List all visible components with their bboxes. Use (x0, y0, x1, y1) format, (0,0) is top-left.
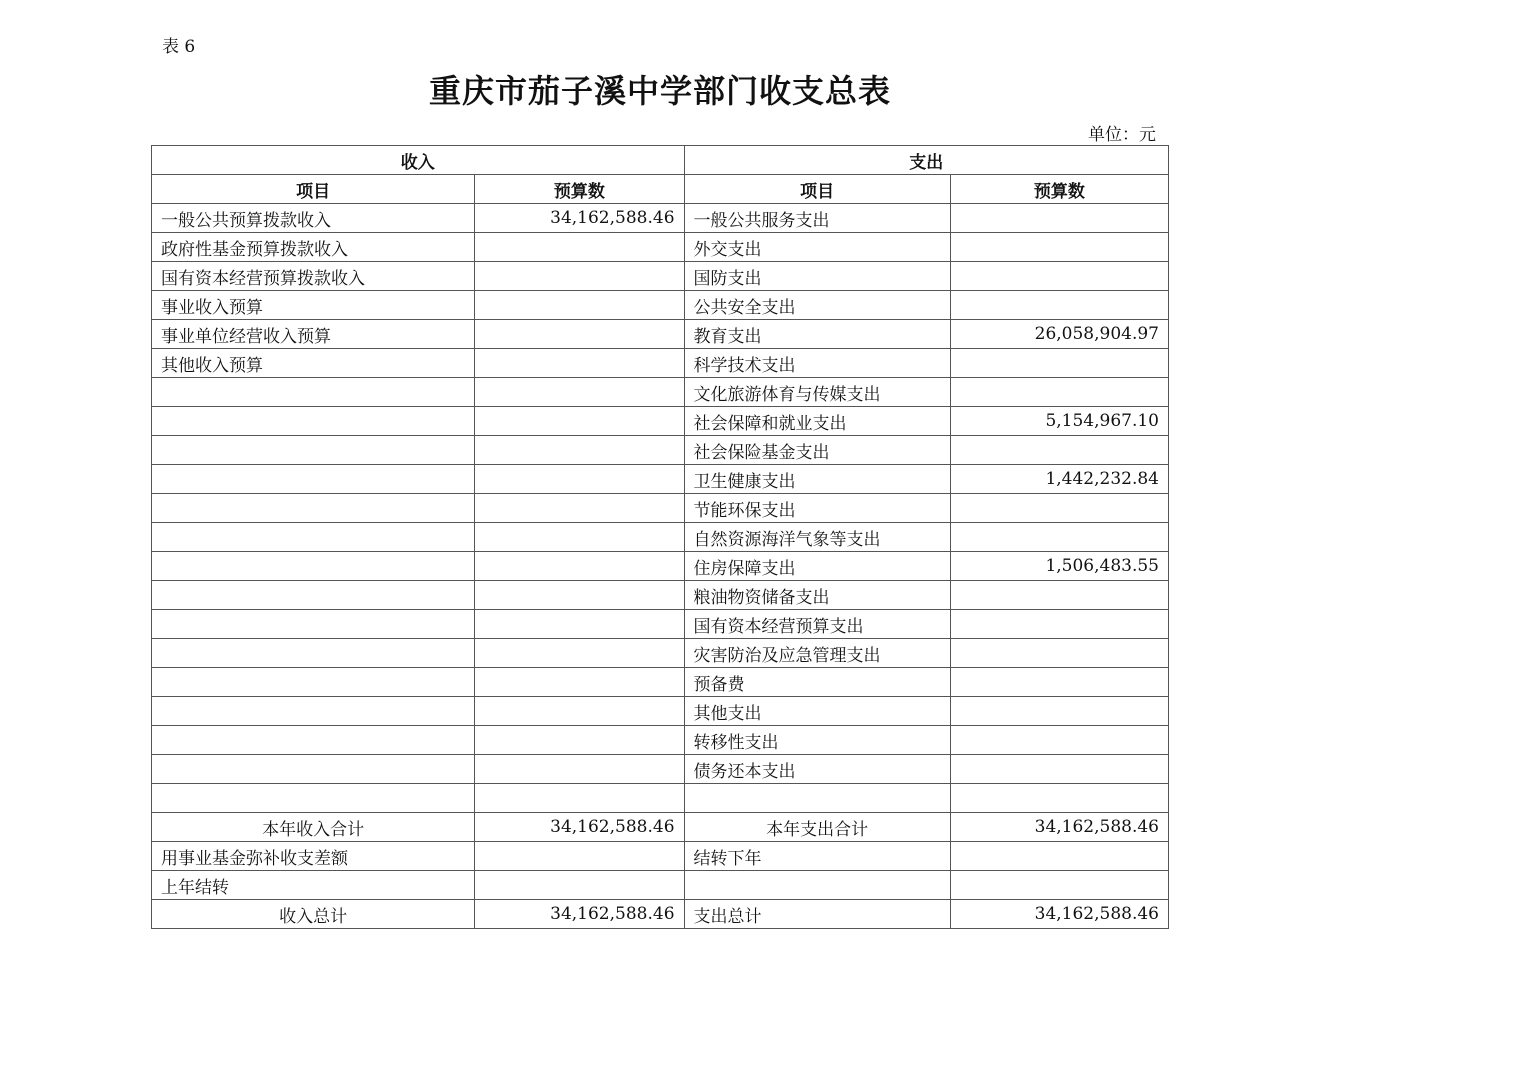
expense-value-cell (950, 784, 1168, 813)
income-item-cell (152, 784, 475, 813)
expense-item-cell: 教育支出 (684, 320, 950, 349)
income-value-cell (475, 320, 684, 349)
income-value-cell (475, 291, 684, 320)
income-item-cell (152, 610, 475, 639)
expense-item-cell: 科学技术支出 (684, 349, 950, 378)
income-section-header: 收入 (152, 146, 685, 175)
income-value-cell (475, 726, 684, 755)
income-item-cell (152, 581, 475, 610)
expense-value-cell (950, 581, 1168, 610)
expense-grand-total-value: 34,162,588.46 (950, 900, 1168, 929)
expense-year-total-value: 34,162,588.46 (950, 813, 1168, 842)
expense-value-cell (950, 871, 1168, 900)
expense-value-cell (950, 349, 1168, 378)
summary-rows (152, 813, 1169, 929)
income-value-cell (475, 465, 684, 494)
income-item-cell (152, 523, 475, 552)
expense-value-cell: 1,506,483.55 (950, 552, 1168, 581)
expense-item-cell: 住房保障支出 (684, 552, 950, 581)
income-value-cell (475, 871, 684, 900)
expense-item-cell: 自然资源海洋气象等支出 (684, 523, 950, 552)
expense-item-cell: 其他支出 (684, 697, 950, 726)
expense-value-cell (950, 639, 1168, 668)
expense-budget-header: 预算数 (950, 175, 1168, 204)
table-row (152, 320, 1169, 349)
expense-item-cell: 社会保险基金支出 (684, 436, 950, 465)
income-value-cell (475, 784, 684, 813)
expense-item-cell: 预备费 (684, 668, 950, 697)
expense-value-cell (950, 726, 1168, 755)
table-row (152, 436, 1169, 465)
income-value-cell: 34,162,588.46 (475, 204, 684, 233)
expense-value-cell (950, 233, 1168, 262)
income-value-cell (475, 755, 684, 784)
expense-item-cell: 国防支出 (684, 262, 950, 291)
expense-item-cell: 卫生健康支出 (684, 465, 950, 494)
expense-item-cell: 文化旅游体育与传媒支出 (684, 378, 950, 407)
expense-value-cell (950, 436, 1168, 465)
table-row (152, 581, 1169, 610)
table-row (152, 407, 1169, 436)
table-number-label: 表 6 (162, 37, 196, 57)
table-row (152, 233, 1169, 262)
income-value-cell (475, 552, 684, 581)
expense-item-cell: 公共安全支出 (684, 291, 950, 320)
income-item-cell (152, 697, 475, 726)
income-item-cell: 上年结转 (152, 871, 475, 900)
expense-value-cell: 26,058,904.97 (950, 320, 1168, 349)
expense-value-cell (950, 697, 1168, 726)
expense-item-cell: 节能环保支出 (684, 494, 950, 523)
income-item-header: 项目 (152, 175, 475, 204)
income-value-cell (475, 842, 684, 871)
expense-value-cell (950, 262, 1168, 291)
table-row (152, 610, 1169, 639)
grand-total-row (152, 900, 1169, 929)
income-year-total-value: 34,162,588.46 (475, 813, 684, 842)
income-item-cell (152, 465, 475, 494)
expense-item-cell: 灾害防治及应急管理支出 (684, 639, 950, 668)
income-item-cell (152, 494, 475, 523)
expense-item-cell: 结转下年 (684, 842, 950, 871)
income-value-cell (475, 407, 684, 436)
table-row (152, 262, 1169, 291)
expense-year-total-label: 本年支出合计 (684, 813, 950, 842)
income-item-cell: 用事业基金弥补收支差额 (152, 842, 475, 871)
detail-rows (152, 204, 1169, 813)
table-row (152, 639, 1169, 668)
table-row (152, 523, 1169, 552)
expense-item-cell: 一般公共服务支出 (684, 204, 950, 233)
expense-item-cell: 国有资本经营预算支出 (684, 610, 950, 639)
table-row (152, 291, 1169, 320)
income-value-cell (475, 378, 684, 407)
expense-value-cell (950, 494, 1168, 523)
expense-value-cell (950, 523, 1168, 552)
income-year-total-label: 本年收入合计 (152, 813, 475, 842)
table-row (152, 494, 1169, 523)
income-value-cell (475, 494, 684, 523)
column-header-row (152, 175, 1169, 204)
page-title: 重庆市茄子溪中学部门收支总表 (428, 72, 891, 110)
income-item-cell: 其他收入预算 (152, 349, 475, 378)
income-item-cell (152, 668, 475, 697)
adjust-row (152, 871, 1169, 900)
expense-item-cell: 债务还本支出 (684, 755, 950, 784)
adjust-row (152, 842, 1169, 871)
income-item-cell (152, 378, 475, 407)
table-row (152, 349, 1169, 378)
income-item-cell: 国有资本经营预算拨款收入 (152, 262, 475, 291)
table-row (152, 552, 1169, 581)
income-value-cell (475, 349, 684, 378)
expense-value-cell (950, 378, 1168, 407)
expense-item-cell: 粮油物资储备支出 (684, 581, 950, 610)
expense-item-cell: 转移性支出 (684, 726, 950, 755)
income-value-cell (475, 233, 684, 262)
expense-item-cell: 社会保障和就业支出 (684, 407, 950, 436)
income-grand-total-value: 34,162,588.46 (475, 900, 684, 929)
income-item-cell (152, 407, 475, 436)
table-row (152, 697, 1169, 726)
expense-value-cell: 5,154,967.10 (950, 407, 1168, 436)
income-item-cell (152, 436, 475, 465)
income-value-cell (475, 262, 684, 291)
expense-value-cell (950, 610, 1168, 639)
table-row (152, 726, 1169, 755)
income-value-cell (475, 581, 684, 610)
expense-item-cell: 外交支出 (684, 233, 950, 262)
income-item-cell: 事业收入预算 (152, 291, 475, 320)
income-value-cell (475, 610, 684, 639)
income-value-cell (475, 523, 684, 552)
table-row (152, 755, 1169, 784)
budget-summary-table (151, 145, 1169, 929)
income-value-cell (475, 639, 684, 668)
income-item-cell: 一般公共预算拨款收入 (152, 204, 475, 233)
income-budget-header: 预算数 (475, 175, 684, 204)
expense-value-cell (950, 668, 1168, 697)
income-value-cell (475, 697, 684, 726)
table-row (152, 784, 1169, 813)
section-header-row (152, 146, 1169, 175)
table-row (152, 378, 1169, 407)
expense-value-cell (950, 755, 1168, 784)
expense-item-cell (684, 871, 950, 900)
income-item-cell: 事业单位经营收入预算 (152, 320, 475, 349)
table-row (152, 465, 1169, 494)
table-row (152, 668, 1169, 697)
table-row (152, 204, 1169, 233)
income-item-cell (152, 755, 475, 784)
year-total-row (152, 813, 1169, 842)
expense-value-cell: 1,442,232.84 (950, 465, 1168, 494)
expense-value-cell (950, 842, 1168, 871)
income-value-cell (475, 436, 684, 465)
income-item-cell (152, 552, 475, 581)
income-value-cell (475, 668, 684, 697)
expense-value-cell (950, 291, 1168, 320)
expense-section-header: 支出 (684, 146, 1168, 175)
income-item-cell: 政府性基金预算拨款收入 (152, 233, 475, 262)
expense-item-cell (684, 784, 950, 813)
expense-item-header: 项目 (684, 175, 950, 204)
unit-label: 单位：元 (1088, 125, 1156, 145)
income-grand-total-label: 收入总计 (152, 900, 475, 929)
expense-grand-total-label: 支出总计 (684, 900, 950, 929)
income-item-cell (152, 639, 475, 668)
expense-value-cell (950, 204, 1168, 233)
income-item-cell (152, 726, 475, 755)
